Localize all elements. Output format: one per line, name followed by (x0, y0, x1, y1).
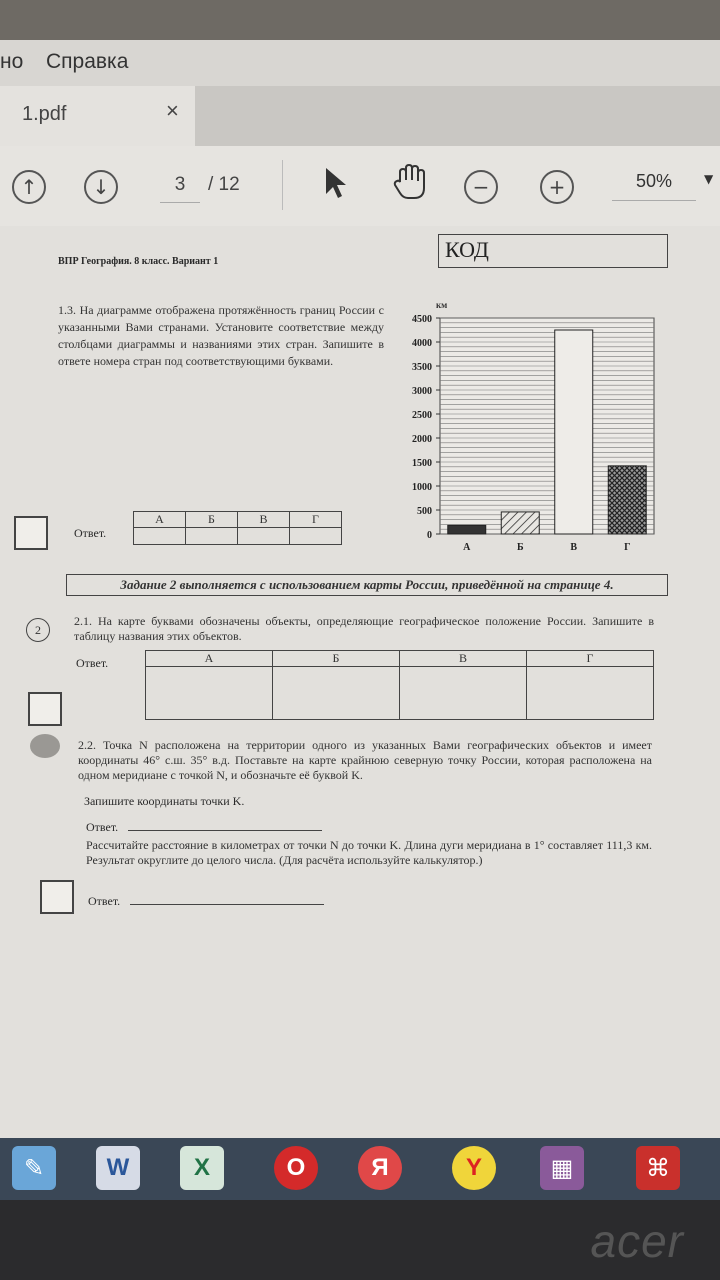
x-tick-label: Б (516, 542, 524, 553)
x-tick-label: Г (624, 542, 631, 553)
yandex-icon[interactable]: Я (358, 1146, 402, 1190)
arrow-up-icon: ↑ (20, 175, 38, 199)
close-icon[interactable]: × (166, 98, 179, 123)
task-2-2-distance: Рассчитайте расстояние в километрах от точки N до точки K. Длина дуги меридиана в 1° составляет 111,3 км. Результат округлите до целого числа. (Для расчёта используйте калькулятор.) (86, 838, 652, 867)
answer-cell-a[interactable] (134, 528, 186, 545)
answer-cell-g[interactable] (527, 667, 654, 720)
y-tick-label: 1000 (412, 482, 432, 493)
task-2-2-coords: Запишите координаты точки K. (84, 794, 245, 808)
task-2-1-text: 2.1. На карте буквами обозначены объекты, определяющие географическое положение России. Запишите в таблицу названия этих объектов. (74, 614, 654, 643)
page-down-button[interactable] (84, 170, 118, 204)
answer-cell-v[interactable] (400, 667, 527, 720)
y-tick-label: 2000 (412, 434, 432, 445)
minus-icon: − (472, 175, 490, 199)
answer-table-2-1 (145, 650, 654, 720)
task-2-2-text: 2.2. Точка N расположена на территории одного из указанных Вами географических объектов и имеет координаты 46° с.ш. 35° в.д. Поставьте на карте крайнюю северную точку России, которая расположена на одном меридиане с точкой N, и обозначьте её буквой K. (78, 738, 652, 782)
answer-table-1-3 (133, 511, 342, 545)
document-page (0, 226, 720, 1138)
chevron-down-icon[interactable]: ▼ (704, 172, 714, 186)
task-number-badge: 2 (26, 618, 50, 642)
excel-icon[interactable]: X (180, 1146, 224, 1190)
answer-header-b: Б (186, 512, 238, 528)
answer-cell-a[interactable] (146, 667, 273, 720)
x-tick-label: В (570, 542, 578, 553)
x-tick-label: А (463, 542, 471, 553)
answer-cell-b[interactable] (186, 528, 238, 545)
y-tick-label: 4500 (412, 314, 432, 325)
page-up-button[interactable] (12, 170, 46, 204)
bar-3 (555, 330, 593, 534)
answer-line-2-2a[interactable] (128, 829, 322, 831)
menu-bar (0, 40, 720, 86)
y-axis-unit: км (436, 300, 448, 310)
archive-icon[interactable]: ▦ (540, 1146, 584, 1190)
answer-header-a: А (146, 651, 273, 667)
select-cursor-icon[interactable] (322, 166, 350, 200)
y-tick-label: 3000 (412, 386, 432, 397)
code-box (438, 234, 668, 268)
acrobat-icon[interactable]: ⌘ (636, 1146, 680, 1190)
bar-1 (448, 525, 486, 534)
hand-tool-icon[interactable] (392, 162, 428, 202)
page-total: / 12 (208, 174, 240, 195)
brand-logo: acer (590, 1215, 684, 1267)
answer-cell-g[interactable] (290, 528, 342, 545)
answer-header-g: Г (290, 512, 342, 528)
tab-bar (0, 86, 720, 146)
y-tick-label: 3500 (412, 362, 432, 373)
answer-header-v: В (400, 651, 527, 667)
bar-4 (608, 466, 646, 534)
answer-label-2-2a: Ответ. (86, 820, 119, 834)
paint-icon[interactable]: ✎ (12, 1146, 56, 1190)
yandex-browser-icon[interactable]: Y (452, 1146, 496, 1190)
answer-header-g: Г (527, 651, 654, 667)
y-tick-label: 0 (427, 530, 432, 541)
border-length-chart (392, 298, 662, 558)
tab-document[interactable] (0, 86, 195, 146)
y-tick-label: 500 (417, 506, 432, 517)
task-2-banner: Задание 2 выполняется с использованием карты России, приведённой на странице 4. (66, 574, 668, 596)
plus-icon: + (548, 175, 566, 199)
toolbar-divider (282, 160, 283, 210)
code-label: КОД (445, 237, 489, 262)
answer-line-2-2b[interactable] (130, 903, 324, 905)
y-tick-label: 1500 (412, 458, 432, 469)
tab-title: 1.pdf (22, 103, 67, 125)
zoom-out-button[interactable] (464, 170, 498, 204)
arrow-down-icon: ↓ (92, 175, 110, 199)
answer-header-v: В (238, 512, 290, 528)
monitor-bezel (0, 1200, 720, 1280)
page-header: ВПР География. 8 класс. Вариант 1 (58, 256, 219, 267)
zoom-in-button[interactable] (540, 170, 574, 204)
answer-header-b: Б (273, 651, 400, 667)
page-number-input[interactable]: 3 (160, 168, 200, 203)
answer-cell-v[interactable] (238, 528, 290, 545)
menu-item-partial[interactable]: но (0, 50, 24, 73)
opera-icon[interactable]: O (274, 1146, 318, 1190)
zoom-select[interactable]: 50% (612, 162, 696, 201)
word-icon[interactable]: W (96, 1146, 140, 1190)
score-box-1-3[interactable] (14, 516, 48, 550)
smudge-mark (30, 734, 60, 758)
taskbar (0, 1138, 720, 1200)
answer-cell-b[interactable] (273, 667, 400, 720)
pdf-toolbar (0, 146, 720, 227)
score-box-2-1[interactable] (28, 692, 62, 726)
y-tick-label: 2500 (412, 410, 432, 421)
answer-label-2-2b: Ответ. (88, 894, 121, 908)
score-box-2-2[interactable] (40, 880, 74, 914)
menu-item-help[interactable]: Справка (46, 50, 129, 73)
answer-label-1-3: Ответ. (74, 526, 107, 540)
bar-2 (501, 512, 539, 534)
answer-header-a: А (134, 512, 186, 528)
task-1-3-text: 1.3. На диаграмме отображена протяжённость границ России с указанными Вами странами. Установите соответствие между столбцами диаграммы и названиями этих стран. Запишите в ответе номера стран под соответствующими буквами. (58, 303, 384, 368)
y-tick-label: 4000 (412, 338, 432, 349)
answer-label-2-1: Ответ. (76, 656, 109, 670)
